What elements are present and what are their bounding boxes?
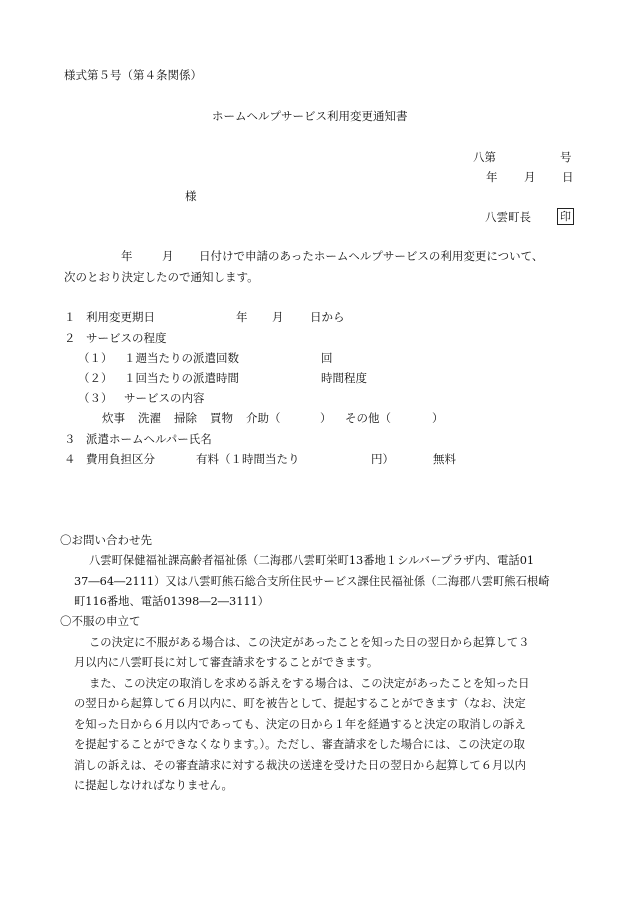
item1-year-label: 年	[236, 310, 248, 324]
item2-sub2-number: （２）	[78, 371, 113, 385]
item4-number: ４	[64, 452, 76, 466]
service-shopping: 買物	[210, 411, 233, 425]
fee-free-label: 無料	[433, 452, 456, 466]
item4-label: 費用負担区分	[86, 452, 155, 466]
date-month-label: 月	[524, 170, 536, 184]
contact-line1: 八雲町保健福祉課高齢者福祉係（二海郡八雲町栄町13番地１シルバープラザ内、電話01	[89, 554, 535, 567]
appeal-p2-line5: 消しの訴えは、その審査請求に対する裁決の送達を受けた日の翌日から起算して６月以内	[74, 759, 526, 772]
item2-sub3-label: サービスの内容	[124, 391, 205, 405]
service-laundry: 洗濯	[138, 411, 161, 425]
item2-sub2-label: １回当たりの派遣時間	[124, 371, 239, 385]
item2-sub1-number: （１）	[78, 351, 113, 365]
date-day-label: 日	[562, 170, 574, 184]
document-title: ホームヘルプサービス利用変更通知書	[212, 109, 408, 123]
issuer-name: 八雲町長	[485, 210, 531, 224]
intro-line1: 日付けで申請のあったホームヘルプサービスの利用変更について、	[199, 249, 544, 263]
service-other: その他（	[345, 411, 391, 425]
service-cooking: 炊事	[102, 411, 125, 425]
appeal-heading: 〇不服の申立て	[60, 614, 141, 628]
date-year-label: 年	[486, 170, 498, 184]
item2-sub1-unit: 回	[321, 351, 333, 365]
fee-yen-label: 円）	[371, 452, 394, 466]
item2-label: サービスの程度	[86, 331, 167, 345]
item1-label: 利用変更期日	[86, 310, 155, 324]
service-care-close: ）	[320, 411, 332, 425]
intro-year-label: 年	[121, 249, 133, 263]
service-other-close: ）	[432, 411, 444, 425]
recipient-honorific: 様	[185, 189, 197, 203]
item2-number: ２	[64, 331, 76, 345]
contact-line3: 町116番地、電話01398―2―3111）	[74, 595, 270, 608]
item1-number: １	[64, 310, 76, 324]
appeal-p1-line1: この決定に不服がある場合は、この決定があったことを知った日の翌日から起算して３	[89, 636, 530, 649]
appeal-p2-line6: に提起しなければなりません。	[74, 779, 233, 792]
item1-month-label: 月	[272, 310, 284, 324]
item3-number: ３	[64, 432, 76, 446]
item2-sub2-unit: 時間程度	[321, 371, 367, 385]
item1-day-from-label: 日から	[310, 310, 345, 324]
document-number-prefix: 八第	[473, 150, 496, 164]
contact-heading: 〇お問い合わせ先	[60, 533, 152, 547]
intro-month-label: 月	[162, 249, 174, 263]
service-care: 介助（	[246, 411, 281, 425]
intro-line2: 次のとおり決定したので通知します。	[64, 270, 259, 284]
contact-line2: 37―64―2111）又は八雲町熊石総合支所住民サービス課住民福祉係（二海郡八雲町熊石根崎	[74, 575, 550, 588]
document-number-suffix: 号	[560, 150, 572, 164]
appeal-p2-line3: を知った日から６月以内であっても、決定の日から１年を経過すると決定の取消しの訴え	[74, 718, 526, 731]
appeal-p2-line2: の翌日から起算して６月以内に、町を被告として、提起することができます（なお、決定	[74, 697, 526, 710]
item2-sub3-number: （３）	[78, 391, 113, 405]
appeal-p2-line4: を提起することができなくなります。）。ただし、審査請求をした場合には、この決定の取	[74, 738, 525, 751]
fee-paid-label: 有料（１時間当たり	[196, 452, 300, 466]
seal-mark: 印	[557, 208, 574, 225]
appeal-p1-line2: 月以内に八雲町長に対して審査請求をすることができます。	[74, 656, 379, 669]
item2-sub1-label: １週当たりの派遣回数	[124, 351, 239, 365]
item3-label: 派遣ホームヘルパー氏名	[86, 432, 212, 446]
service-cleaning: 掃除	[174, 411, 197, 425]
form-label: 様式第５号（第４条関係）	[64, 68, 202, 82]
appeal-p2-line1: また、この決定の取消しを求める訴えをする場合は、この決定があったことを知った日	[89, 677, 530, 690]
